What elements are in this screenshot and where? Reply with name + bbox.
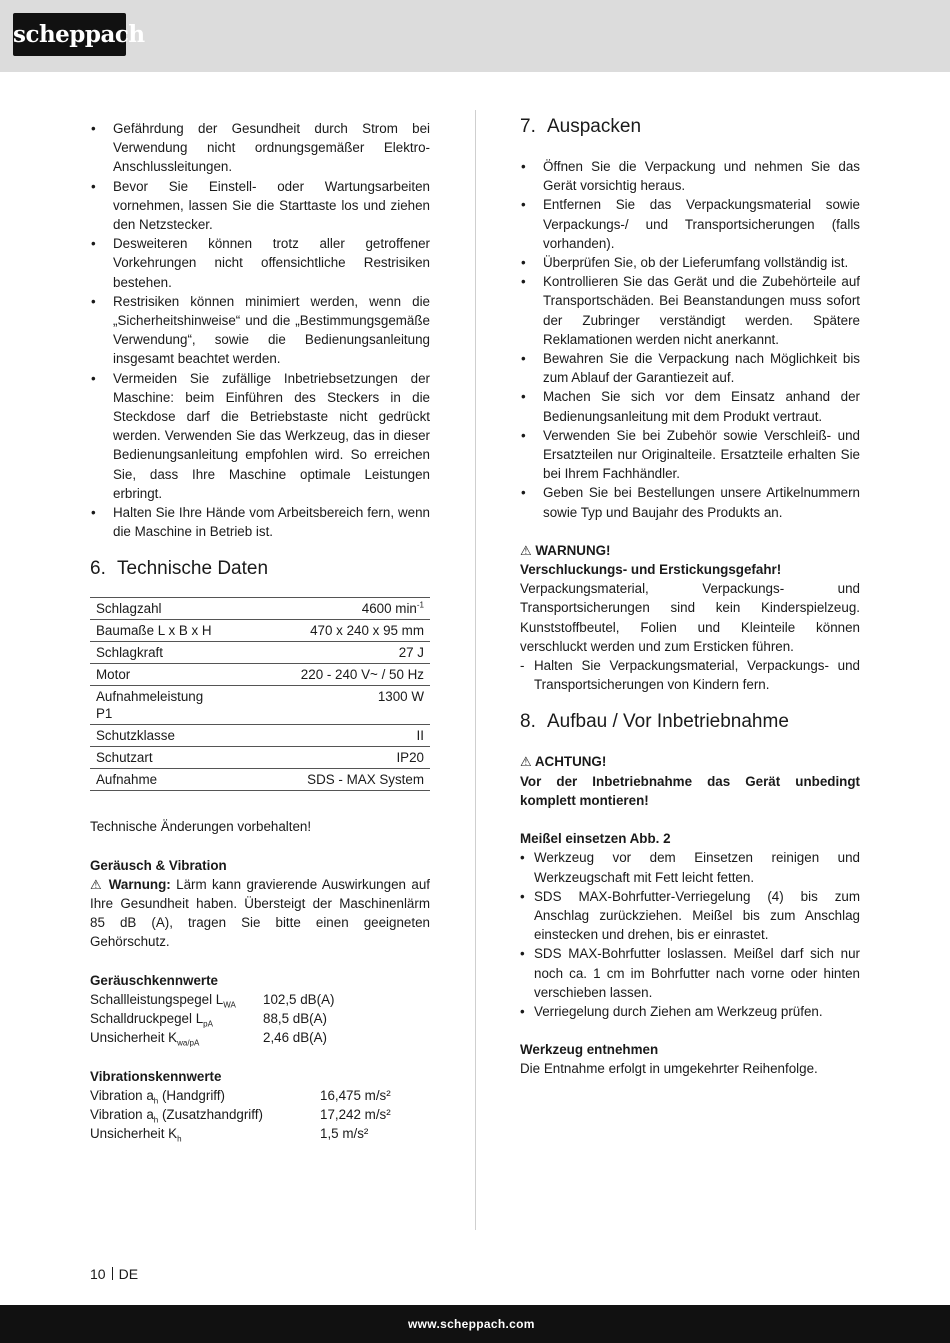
- list-item: Schalldruckpegel $L_{pA}$ 88,5 dB(A): [90, 1011, 328, 1029]
- warning-dash-list: [520, 656, 860, 694]
- warning-title: ⚠ WARNUNG!: [520, 542, 611, 558]
- list-item: Vibration $a_h$ (Zusatzhandgriff) 17,242 m/s²: [90, 1106, 391, 1125]
- vibration-values-list: [90, 1086, 430, 1144]
- list-item: • SDS MAX-Bohrfutter-Verriegelung (4) bis zum Anschlag zurückziehen. Meißel bis zum Anschlag einstecken und drehen, bis er einrastet.: [520, 887, 860, 945]
- spec-value: IP20: [222, 747, 430, 769]
- list-item: - Halten Sie Verpackungsmaterial, Verpackungs- und Transportsicherungen von Kindern fern.: [520, 656, 860, 694]
- spec-label: Schutzklasse: [90, 725, 222, 747]
- safety-bullet-list: [90, 119, 430, 541]
- section-number: 6.: [90, 558, 106, 580]
- insert-bullet-list: [520, 848, 860, 1021]
- list-item: • Öffnen Sie die Verpackung und nehmen Sie das Gerät vorsichtig heraus.: [520, 157, 860, 195]
- header-band: [0, 0, 950, 72]
- list-item: • Halten Sie Ihre Hände vom Arbeitsbereich fern, wenn die Maschine in Betrieb ist.: [90, 503, 430, 541]
- spec-label: Schlagkraft: [90, 642, 222, 664]
- list-item: • SDS MAX-Bohrfutter loslassen. Meißel darf sich nur noch ca. 1 cm im Bohrfutter nach vorne oder hinten verschieben lassen.: [520, 944, 860, 1002]
- left-column: [90, 119, 430, 1143]
- changes-note: Technische Änderungen vorbehalten!: [90, 819, 312, 835]
- remove-text: Die Entnahme erfolgt in umgekehrter Reihenfolge.: [520, 1061, 818, 1077]
- list-item: • Entfernen Sie das Verpackungsmaterial sowie Verpackungs-/ und Transportsicherungen (falls vorhanden).: [520, 195, 860, 253]
- spec-label: Schlagzahl: [90, 598, 222, 620]
- spec-label: Schutzart: [90, 747, 222, 769]
- noise-values-list: [90, 990, 430, 1048]
- section-number: 7.: [520, 116, 536, 137]
- remove-heading: Werkzeug entnehmen: [520, 1042, 659, 1058]
- warning-triangle-icon: ⚠: [520, 542, 532, 558]
- list-item: • Machen Sie sich vor dem Einsatz anhand der Bedienungsanleitung mit dem Produkt vertraut.: [520, 387, 860, 425]
- list-item: • Bewahren Sie die Verpackung nach Möglichkeit bis zum Ablauf der Garantiezeit auf.: [520, 349, 860, 387]
- section-6-heading: [90, 557, 430, 581]
- column-divider: [475, 110, 476, 1230]
- language-code: DE: [118, 1266, 139, 1282]
- list-item: • Bevor Sie Einstell- oder Wartungsarbeiten vornehmen, lassen Sie die Starttaste los und ziehen den Netzstecker.: [90, 177, 430, 235]
- spec-value: II: [222, 725, 430, 747]
- spec-label: Aufnahme: [90, 769, 222, 791]
- table-row: [90, 642, 430, 664]
- spec-value: 1300 W: [222, 686, 430, 725]
- list-item: Unsicherheit $K_{wa/pA}$ 2,46 dB(A): [90, 1030, 328, 1048]
- section-7-heading: [520, 115, 860, 139]
- spec-table: [90, 597, 430, 791]
- page-number: 10: [90, 1266, 106, 1282]
- unpacking-bullet-list: [520, 157, 860, 522]
- section-title: Technische Daten: [117, 558, 269, 580]
- section-number: 8.: [520, 711, 536, 733]
- scheppach-logo: scheppach: [13, 13, 126, 56]
- warning-triangle-icon: ⚠: [90, 876, 104, 892]
- warning-text: Verpackungsmaterial, Verpackungs- und Transportsicherungen sind kein Kinderspielzeug. Kunststoffbeutel, Folien und Kleinteile können verschluckt werden und zum Ersticken führen.: [520, 581, 860, 654]
- page-footer: [90, 1265, 138, 1284]
- list-item: • Verwenden Sie bei Zubehör sowie Verschleiß- und Ersatzteilen nur Originalteile. Ersatzteile erhalten Sie bei Ihrem Fachhändler.: [520, 426, 860, 484]
- list-item: Vibration $a_h$ (Handgriff) 16,475 m/s²: [90, 1087, 391, 1106]
- table-row: [90, 664, 430, 686]
- list-item: • Überprüfen Sie, ob der Lieferumfang vollständig ist.: [520, 253, 860, 272]
- footer-separator: [112, 1267, 113, 1280]
- spec-value: 27 J: [222, 642, 430, 664]
- spec-label: Motor: [90, 664, 222, 686]
- list-item: • Kontrollieren Sie das Gerät und die Zubehörteile auf Transportschäden. Bei Beanstandungen muss sofort der Zubringer verständigt werden. Spätere Reklamationen werden nicht anerkannt.: [520, 272, 860, 349]
- table-row: [90, 620, 430, 642]
- table-row: [90, 747, 430, 769]
- right-column: [520, 115, 860, 1079]
- noise-heading: Geräusch & Vibration: [90, 857, 227, 873]
- spec-label: Baumaße L x B x H: [90, 620, 222, 642]
- noise-values-heading: Geräuschkennwerte: [90, 972, 219, 988]
- attention-title: ⚠ ACHTUNG!: [520, 754, 607, 770]
- table-row: [90, 769, 430, 791]
- footer-band: [0, 1305, 950, 1343]
- section-title: Auspacken: [547, 116, 642, 137]
- spec-value: 220 - 240 V~ / 50 Hz: [222, 664, 430, 686]
- list-item: • Vermeiden Sie zufällige Inbetriebsetzungen der Maschine: beim Einführen des Steckers in die Steckdose darf die Betriebstaste nicht gedrückt werden. Verwenden Sie das Werkzeug, das in dieser Bedienungsanleitung empfohlen wird. So erreichen Sie, dass Ihre Maschine optimale Leistungen erbringt.: [90, 369, 430, 503]
- spec-value: 4600 $\min^{-1}$: [222, 598, 430, 620]
- table-row: [90, 598, 430, 620]
- warning-triangle-icon: ⚠: [520, 754, 532, 770]
- list-item: Unsicherheit $K_h$ 1,5 m/s²: [90, 1126, 369, 1144]
- attention-text: Vor der Inbetriebnahme das Gerät unbedingt komplett montieren!: [520, 773, 860, 808]
- table-row: [90, 686, 430, 725]
- list-item: • Geben Sie bei Bestellungen unsere Artikelnummern sowie Typ und Baujahr des Produkts an.: [520, 483, 860, 521]
- spec-value: 470 x 240 x 95 mm: [222, 620, 430, 642]
- spec-label: Aufnahmeleistung P1: [90, 686, 222, 725]
- warning-subtitle: Verschluckungs- und Erstickungsgefahr!: [520, 562, 782, 578]
- section-title: Aufbau / Vor Inbetriebnahme: [547, 711, 789, 733]
- list-item: • Gefährdung der Gesundheit durch Strom bei Verwendung nicht ordnungsgemäßer Elektro-Anschlussleitungen.: [90, 119, 430, 177]
- spec-value: SDS - MAX System: [222, 769, 430, 791]
- list-item: • Desweiteren können trotz aller getroffener Vorkehrungen nicht offensichtliche Restrisiken bestehen.: [90, 234, 430, 292]
- website-url: www.scheppach.com: [408, 1317, 535, 1331]
- vibration-heading: Vibrationskennwerte: [90, 1068, 222, 1084]
- table-row: [90, 725, 430, 747]
- noise-warning: ⚠ Warnung: Lärm kann gravierende Auswirkungen auf Ihre Gesundheit haben. Übersteigt der Maschinenlärm 85 dB (A), tragen Sie bitte einen geeigneten Gehörschutz.: [90, 876, 430, 950]
- insert-heading: Meißel einsetzen Abb. 2: [520, 831, 671, 847]
- list-item: Schallleistungspegel $L_{WA}$ 102,5 dB(A): [90, 991, 335, 1010]
- list-item: • Werkzeug vor dem Einsetzen reinigen und Werkzeugschaft mit Fett leicht fetten.: [520, 848, 860, 886]
- list-item: • Verriegelung durch Ziehen am Werkzeug prüfen.: [520, 1002, 860, 1021]
- section-8-heading: [520, 710, 860, 734]
- list-item: • Restrisiken können minimiert werden, wenn die „Sicherheitshinweise“ und die „Bestimmungsgemäße Verwendung“, sowie die Bedienungsanleitung insgesamt beachtet werden.: [90, 292, 430, 369]
